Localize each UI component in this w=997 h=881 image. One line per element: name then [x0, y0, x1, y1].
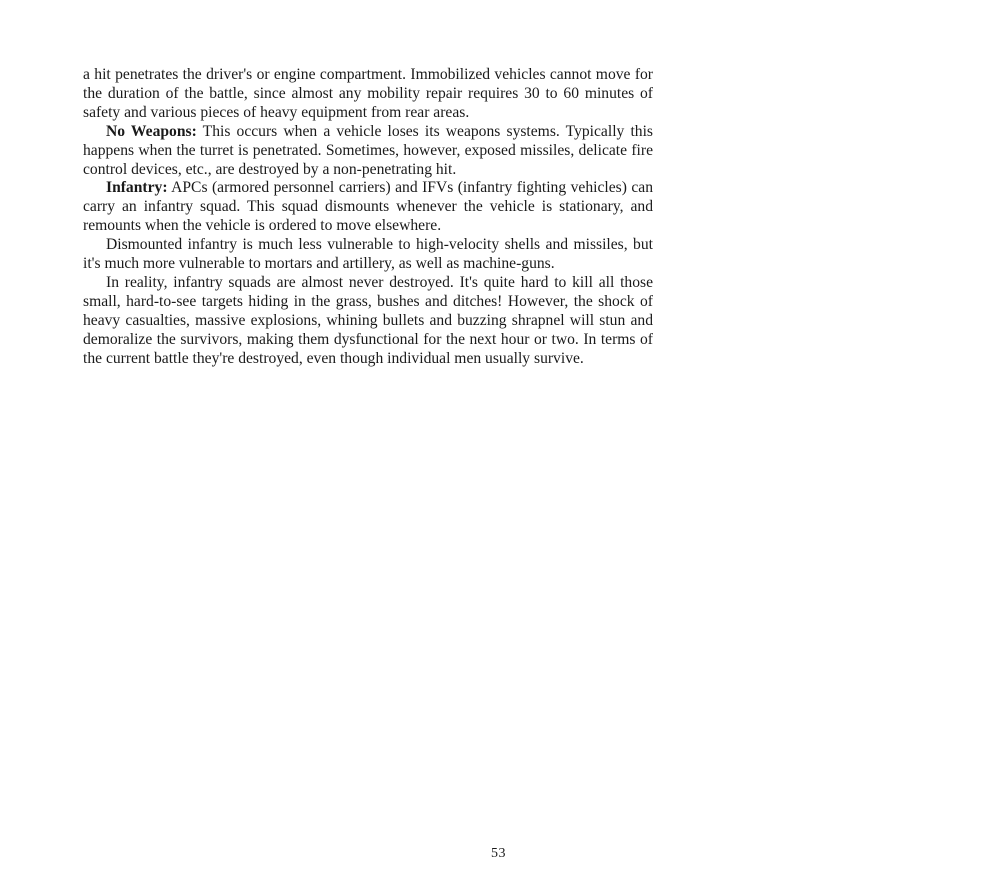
page-number: 53 — [491, 846, 506, 861]
paragraph-immobilized — [83, 66, 653, 123]
paragraph-text: In reality, infantry squads are almost never destroyed. It's quite hard to kill all those small, hard-to-see targets hiding in the grass, bushes and ditches! However, the shock of heavy casualties, massive explosions, whining bullets and buzzing shrapnel will stun and demoralize the survivors, making them dysfunctional for the next hour or two. In terms of the current battle they're destroyed, even though individual men usually survive. — [83, 273, 653, 367]
term-no-weapons: No Weapons: — [106, 122, 197, 140]
paragraph-text: a hit penetrates the driver's or engine compartment. Immobilized vehicles cannot move for the duration of the battle, since almost any mobility repair requires 30 to 60 minutes of safety and various pieces of heavy equipment from rear areas. — [83, 66, 653, 121]
paragraph-dismounted-infantry — [83, 236, 653, 274]
paragraph-no-weapons — [83, 123, 653, 180]
paragraph-text: APCs (armored personnel carriers) and IFVs (infantry fighting vehicles) can carry an infantry squad. This squad dismounts whenever the vehicle is stationary, and remounts when the vehicle is ordered to move elsewhere. — [83, 179, 653, 235]
paragraph-infantry — [83, 179, 653, 236]
term-infantry: Infantry: — [106, 179, 168, 197]
paragraph-text: Dismounted infantry is much less vulnerable to high-velocity shells and missiles, but it's much more vulnerable to mortars and artillery, as well as machine-guns. — [83, 236, 653, 273]
paragraph-in-reality — [83, 274, 653, 369]
paragraph-text: This occurs when a vehicle loses its weapons systems. Typically this happens when the turret is penetrated. Sometimes, however, exposed missiles, delicate fire control devices, etc., are destroyed by a non-penetrating hit. — [83, 122, 653, 178]
page-body — [83, 66, 653, 369]
